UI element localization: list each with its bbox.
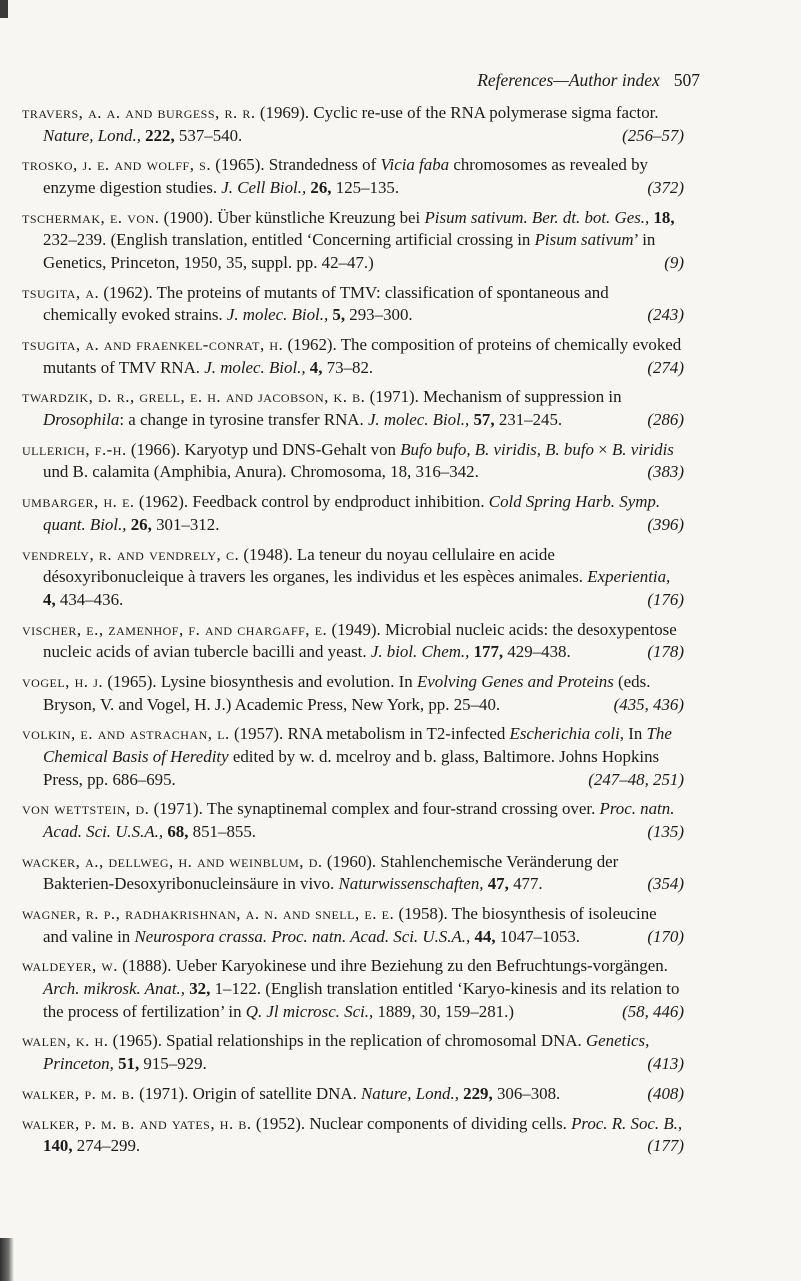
reference-entry — [22, 619, 684, 664]
reference-volume: 51, — [113, 1053, 140, 1073]
reference-authors: umbarger, h. e. — [22, 492, 135, 512]
reference-entry — [22, 955, 684, 1023]
reference-authors: volkin, e. and astrachan, l. — [22, 724, 230, 744]
reference-journal: Naturwissenschaften, — [338, 874, 484, 894]
reference-page-refs: (413) — [647, 1053, 684, 1073]
reference-text: 231–245. — [494, 410, 563, 430]
reference-entry — [22, 1083, 684, 1106]
reference-page-refs: (176) — [647, 589, 684, 609]
reference-page-refs: (243) — [647, 305, 684, 325]
reference-journal: Bufo bufo, B. viridis, B. bufo — [400, 439, 594, 459]
running-head — [0, 70, 700, 91]
reference-authors: wacker, a., dellweg, h. and weinblum, d. — [22, 851, 323, 871]
reference-text: Cyclic re-use of the RNA polymerase sigma factor. — [313, 103, 659, 122]
reference-text: Microbial nucleic acids: the desoxypentose nucleic acids of avian tubercle bacilli and yeast. — [43, 619, 677, 662]
reference-volume: 140, — [43, 1136, 73, 1156]
reference-entry — [22, 798, 684, 843]
reference-text: ’ in Genetics, Princeton, 1950, 35, suppl. pp. 42–47.) — [43, 230, 656, 272]
reference-page-refs: (435, 436) — [613, 694, 684, 714]
reference-journal: B. viridis — [611, 439, 674, 459]
reference-page-refs: (177) — [647, 1136, 684, 1156]
reference-text: 1889, 30, 159–281.) — [373, 1001, 514, 1021]
reference-entry — [22, 671, 684, 716]
reference-volume: 44, — [470, 926, 496, 946]
reference-entry — [22, 1113, 684, 1158]
reference-text: The biosynthesis of isoleucine and valine in — [43, 904, 657, 946]
reference-journal: Evolving Genes and Proteins — [416, 671, 614, 691]
reference-year: (1965). — [103, 671, 161, 691]
scan-edge-shadow — [0, 1238, 14, 1281]
reference-journal: Genetics, Princeton, — [43, 1031, 650, 1073]
reference-year: (1965). — [211, 155, 269, 175]
reference-text: Lysine biosynthesis and evolution. In — [160, 671, 417, 691]
reference-journal: Proc. R. Soc. B., — [571, 1113, 683, 1133]
reference-authors: vischer, e., zamenhof, f. and chargaff, e. — [22, 619, 328, 639]
reference-authors: walen, k. h. — [22, 1031, 109, 1051]
reference-text: 232–239. (English translation, entitled ‘Concerning artificial crossing in — [43, 230, 535, 250]
reference-authors: twardzik, d. r., grell, e. h. and jacobson, k. b. — [22, 387, 366, 407]
reference-entry — [22, 903, 684, 948]
reference-text: 301–312. — [151, 514, 220, 534]
reference-year: (1960). — [322, 851, 381, 871]
reference-entry — [22, 723, 684, 791]
reference-journal: Neurospora crassa. Proc. natn. Acad. Sci. U.S.A., — [134, 926, 471, 946]
reference-authors: von wettstein, d. — [22, 799, 150, 819]
reference-journal: Vicia faba — [380, 155, 450, 175]
reference-authors: vogel, h. j. — [22, 671, 104, 691]
reference-text: 274–299. — [72, 1136, 141, 1156]
reference-text: 125–135. — [331, 177, 400, 197]
reference-journal: J. molec. Biol., — [367, 410, 470, 430]
reference-text: 1047–1053. — [495, 926, 581, 946]
reference-list — [22, 102, 684, 1165]
reference-text: Karyotyp und DNS-Gehalt von — [184, 439, 401, 459]
reference-entry — [22, 334, 684, 379]
reference-year: (1949). — [327, 619, 385, 639]
reference-page-refs: (354) — [647, 874, 684, 894]
reference-entry — [22, 207, 684, 275]
reference-text: Ueber Karyokinese und ihre Beziehung zu den Befruchtungs-vorgängen. — [175, 956, 668, 976]
reference-page-refs: (9) — [664, 252, 684, 272]
reference-text: , In — [619, 724, 647, 744]
reference-volume: 4, — [43, 589, 56, 609]
reference-text: The proteins of mutants of TMV: classification of spontaneous and chemically evoked strains. — [43, 282, 609, 325]
reference-authors: travers, a. a. and burgess, r. r. — [22, 103, 256, 122]
reference-text: 477. — [508, 874, 543, 894]
reference-volume: 177, — [469, 642, 504, 662]
reference-journal: Nature, Lond., — [43, 125, 141, 145]
reference-journal: Arch. mikrosk. Anat., — [43, 979, 185, 998]
reference-volume: 18, — [649, 207, 675, 227]
running-head-title: References—Author index — [477, 70, 660, 90]
reference-year: (1952). — [251, 1113, 310, 1133]
reference-page-refs: (247–48, 251) — [588, 769, 684, 789]
reference-entry — [22, 1030, 684, 1075]
reference-entry — [22, 154, 684, 199]
reference-entry — [22, 386, 684, 431]
reference-year: (1958). — [394, 904, 452, 924]
reference-year: (1966). — [126, 439, 185, 459]
reference-authors: trosko, j. e. and wolff, s. — [22, 155, 212, 175]
reference-journal: Experientia, — [587, 567, 671, 587]
reference-entry — [22, 491, 684, 536]
reference-text: 293–300. — [345, 305, 413, 325]
reference-year: (1969). — [255, 103, 314, 122]
reference-journal: Q. Jl microsc. Sci., — [245, 1001, 374, 1021]
reference-page-refs: (408) — [647, 1083, 684, 1103]
reference-authors: tsugita, a. and fraenkel-conrat, h. — [22, 335, 284, 355]
reference-text: : a change in tyrosine transfer RNA. — [119, 410, 368, 430]
reference-volume: 47, — [483, 874, 509, 894]
reference-text: 306–308. — [492, 1083, 561, 1103]
reference-entry — [22, 851, 684, 896]
reference-text: Origin of satellite DNA. — [192, 1083, 362, 1103]
reference-text: × — [593, 439, 612, 459]
reference-page-refs: (178) — [647, 642, 684, 662]
reference-page-refs: (274) — [647, 357, 684, 377]
reference-journal: Pisum sativum. Ber. dt. bot. Ges., — [424, 207, 650, 227]
reference-text: 434–436. — [55, 589, 124, 609]
reference-text: Mechanism of suppression in — [423, 387, 622, 407]
reference-page-refs: (372) — [647, 177, 684, 197]
reference-year: (1962). — [134, 492, 193, 512]
page-number: 507 — [673, 70, 700, 90]
reference-year: (1971). — [365, 387, 424, 407]
reference-text: 1–122. (English translation entitled ‘Karyo-kinesis and its relation to the process of fertilization’ in — [43, 979, 680, 1021]
reference-journal: Escherichia coli — [509, 724, 620, 744]
reference-year: (1900). — [159, 207, 218, 227]
reference-year: (1948). — [239, 544, 297, 564]
reference-entry — [22, 544, 684, 612]
reference-page-refs: (256–57) — [622, 125, 684, 145]
reference-text: edited by w. d. mcelroy and b. glass, Baltimore. Johns Hopkins Press, pp. 686–695. — [43, 746, 660, 789]
reference-authors: walker, p. m. b. — [22, 1083, 135, 1103]
reference-text: The synaptinemal complex and four-strand crossing over. — [206, 799, 600, 819]
reference-journal: Nature, Lond., — [361, 1083, 459, 1103]
reference-text: 915–929. — [139, 1053, 207, 1073]
reference-page-refs: (170) — [647, 926, 684, 946]
reference-volume: 229, — [458, 1083, 493, 1103]
reference-text: 73–82. — [322, 357, 374, 377]
reference-text: und B. calamita (Amphibia, Anura). Chromosoma, 18, 316–342. — [43, 462, 479, 482]
reference-text: (eds. Bryson, V. and Vogel, H. J.) Academic Press, New York, pp. 25–40. — [43, 671, 651, 714]
reference-year: (1962). — [283, 335, 341, 355]
reference-entry — [22, 282, 684, 327]
reference-text: Stahlenchemische Veränderung der Bakterien-Desoxyribonucleinsäure in vivo. — [43, 851, 619, 894]
reference-volume: 26, — [306, 177, 332, 197]
reference-authors: walker, p. m. b. and yates, h. b. — [22, 1113, 252, 1133]
reference-volume: 68, — [163, 821, 189, 841]
reference-text: Spatial relationships in the replication of chromosomal DNA. — [166, 1031, 586, 1051]
reference-authors: ullerich, f.-h. — [22, 439, 127, 459]
reference-authors: waldeyer, w. — [22, 956, 118, 976]
reference-page-refs: (286) — [647, 410, 684, 430]
reference-entry — [22, 439, 684, 484]
reference-text: RNA metabolism in T2-infected — [287, 724, 510, 744]
reference-year: (1957). — [229, 724, 288, 744]
reference-volume: 5, — [328, 305, 346, 325]
scan-edge-mark — [0, 0, 8, 18]
reference-authors: wagner, r. p., radhakrishnan, a. n. and snell, e. e. — [22, 904, 395, 924]
reference-journal: J. molec. Biol., — [226, 305, 329, 325]
reference-text: Über künstliche Kreuzung bei — [217, 207, 425, 227]
reference-entry — [22, 102, 684, 147]
reference-authors: tsugita, a. — [22, 282, 100, 302]
reference-text: The composition of proteins of chemically evoked mutants of TMV RNA. — [43, 335, 682, 377]
reference-authors: vendrely, r. and vendrely, c. — [22, 544, 240, 564]
reference-volume: 4, — [305, 357, 323, 377]
reference-text: 537–540. — [174, 125, 243, 145]
reference-page-refs: (135) — [647, 821, 684, 841]
reference-year: (1971). — [149, 799, 207, 819]
reference-volume: 222, — [140, 125, 175, 145]
reference-text: Strandedness of — [268, 155, 381, 175]
reference-journal: J. Cell Biol., — [221, 177, 307, 197]
reference-volume: 57, — [469, 410, 495, 430]
reference-text: Nuclear components of dividing cells. — [309, 1113, 572, 1133]
reference-journal: Cold Spring Harb. Symp. quant. Biol., — [43, 492, 661, 534]
reference-text: La teneur du noyau cellulaire en acide désoxyribonucleique à travers les organes, les individus et les espèces animales. — [43, 544, 588, 587]
reference-page-refs: (383) — [647, 462, 684, 482]
reference-text: chromosomes as revealed by enzyme digestion studies. — [43, 155, 648, 197]
reference-journal: J. biol. Chem., — [370, 642, 470, 662]
reference-journal: J. molec. Biol., — [204, 357, 306, 377]
reference-text: Feedback control by endproduct inhibition. — [192, 492, 489, 512]
reference-year: (1965). — [108, 1031, 167, 1051]
reference-journal: Proc. natn. Acad. Sci. U.S.A., — [43, 799, 675, 841]
reference-text: 851–855. — [188, 821, 256, 841]
reference-journal: Drosophila — [43, 410, 120, 430]
reference-year: (1962). — [99, 282, 157, 302]
reference-year: (1888). — [117, 956, 176, 976]
reference-text: 429–438. — [503, 642, 571, 662]
reference-authors: tschermak, e. von. — [22, 207, 160, 227]
reference-year: (1971). — [134, 1083, 193, 1103]
reference-volume: 32, — [185, 979, 211, 998]
reference-volume: 26, — [126, 514, 152, 534]
reference-journal: The Chemical Basis of Heredity — [43, 724, 672, 766]
reference-journal: Pisum sativum — [534, 230, 634, 250]
reference-page-refs: (396) — [647, 514, 684, 534]
reference-page-refs: (58, 446) — [622, 1001, 684, 1021]
